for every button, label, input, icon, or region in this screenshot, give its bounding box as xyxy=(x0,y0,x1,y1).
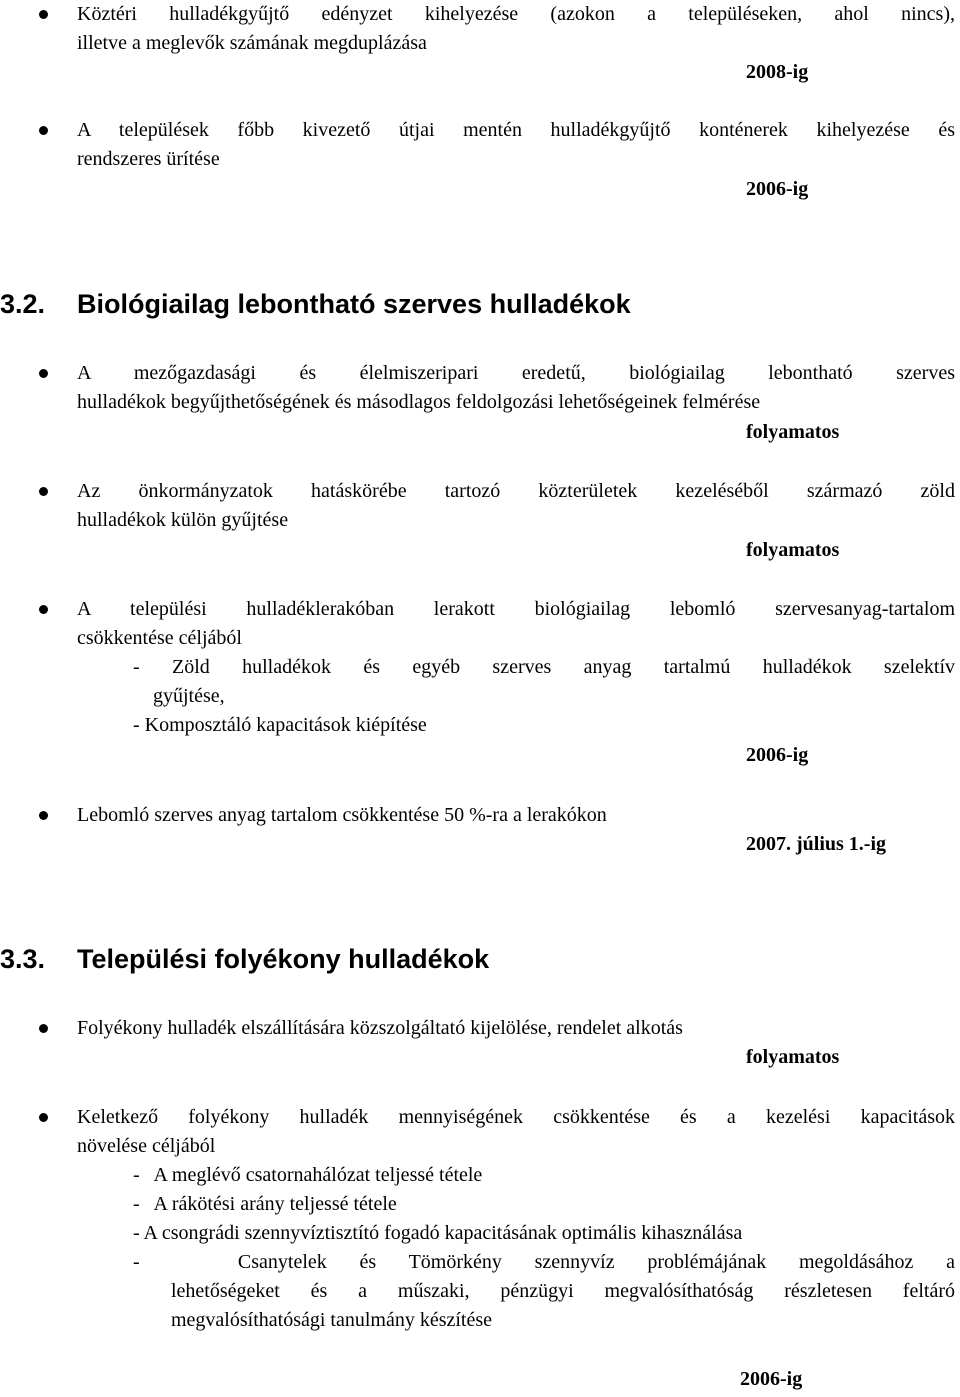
sub-item xyxy=(133,1248,955,1277)
bullet-icon xyxy=(39,126,48,135)
item-text-line: hulladékok begyűjthetőségének és másodlagos feldolgozási lehetőségeinek felmérése xyxy=(77,391,761,413)
sub-item-continuation: gyűjtése, xyxy=(153,685,225,707)
item-text-line: hulladékok külön gyűjtése xyxy=(77,509,289,531)
section-number: 3.3. xyxy=(0,944,46,974)
deadline-label: 2006-ig xyxy=(746,178,809,200)
item-text-line: illetve a meglevők számának megduplázása xyxy=(77,32,427,54)
bullet-icon xyxy=(39,605,48,614)
bullet-icon xyxy=(39,811,48,820)
sub-item-continuation xyxy=(171,1277,955,1306)
item-text-line: növelése céljából xyxy=(77,1135,216,1157)
bullet-icon xyxy=(39,369,48,378)
item-text-line: A települések főbb kivezető útjai mentén hulladékgyűjtő konténerek kihelyezése és xyxy=(77,119,955,141)
sub-item: - A csongrádi szennyvíztisztító fogadó kapacitásának optimális kihasználása xyxy=(133,1222,743,1244)
deadline-label: 2008-ig xyxy=(746,61,809,83)
sub-item-continuation: megvalósíthatósági tanulmány készítése xyxy=(171,1309,493,1331)
bullet-icon xyxy=(39,1024,48,1033)
deadline-label: folyamatos xyxy=(746,421,840,443)
deadline-label: 2006-ig xyxy=(746,744,809,766)
item-text-line: Az önkormányzatok hatáskörébe tartozó közterületek kezeléséből származó zöld xyxy=(77,480,955,502)
item-text-line: Keletkező folyékony hulladék mennyiségének csökkentése és a kezelési kapacitások xyxy=(77,1106,955,1128)
deadline-label: 2007. július 1.-ig xyxy=(746,833,887,855)
sub-item-text: - Zöld hulladékok és egyéb szerves anyag tartalmú hulladékok szelektív xyxy=(133,656,955,678)
item-text-line: Lebomló szerves anyag tartalom csökkentése 50 %-ra a lerakókon xyxy=(77,804,607,826)
item-text-line: csökkentése céljából xyxy=(77,627,242,649)
deadline-label: 2006-ig xyxy=(740,1368,803,1390)
sub-item-text: - Csanytelek és Tömörkény szennyvíz problémájának megoldásához a xyxy=(133,1251,955,1273)
section-number: 3.2. xyxy=(0,289,46,319)
sub-item-text: lehetőségeket és a műszaki, pénzügyi megvalósíthatóság részletesen feltáró xyxy=(171,1280,955,1302)
section-title: Települési folyékony hulladékok xyxy=(77,944,490,974)
item-text-line: A mezőgazdasági és élelmiszeripari eredetű, biológiailag lebontható szerves xyxy=(77,362,955,384)
bullet-icon xyxy=(39,1113,48,1122)
deadline-label: folyamatos xyxy=(746,539,840,561)
sub-item: - A rákötési arány teljessé tétele xyxy=(133,1193,397,1215)
bullet-icon xyxy=(39,10,48,19)
item-text-line: Köztéri hulladékgyűjtő edényzet kihelyezése (azokon a településeken, ahol nincs), xyxy=(77,3,955,25)
deadline-label: folyamatos xyxy=(746,1046,840,1068)
sub-item: - Komposztáló kapacitások kiépítése xyxy=(133,714,427,736)
sub-item: - A meglévő csatornahálózat teljessé tétele xyxy=(133,1164,483,1186)
item-text-line: rendszeres ürítése xyxy=(77,148,220,170)
item-text-line: Folyékony hulladék elszállítására közszolgáltató kijelölése, rendelet alkotás xyxy=(77,1017,683,1039)
section-title: Biológiailag lebontható szerves hulladékok xyxy=(77,289,631,319)
sub-item xyxy=(133,653,955,682)
bullet-icon xyxy=(39,487,48,496)
item-text-line: A települési hulladéklerakóban lerakott biológiailag lebomló szervesanyag-tartalom xyxy=(77,598,955,620)
